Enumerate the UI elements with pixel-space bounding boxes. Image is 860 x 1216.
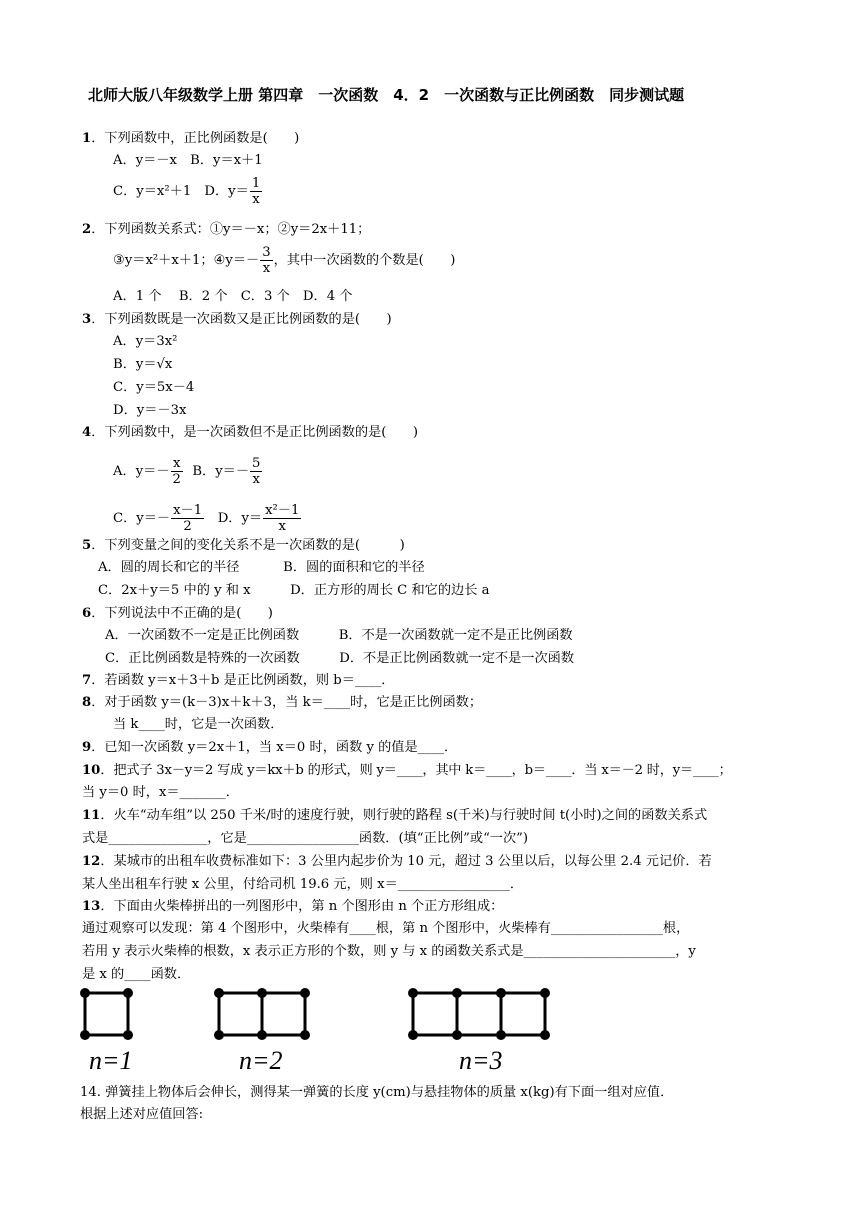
numerator: 3 [262, 245, 271, 260]
q11-line-2: 式是_______________，它是_________________函数．(填“正比例”或“一次”) [82, 831, 529, 846]
numerator: 1 [251, 176, 261, 191]
question-stem: ．某城市的出租车收费标准如下：3 公里内起步价为 10 元，超过 3 公里以后，以每公里 2.4 元记价．若 [100, 854, 712, 869]
question-stem: ．把式子 3x－y＝2 写成 y＝kx＋b 的形式，则 y＝____，其中 k＝____，b＝____．当 x＝－2 时，y＝____； [100, 763, 732, 778]
numerator: 5 [252, 456, 261, 471]
question-stem: ．已知一次函数 y＝2x＋1，当 x＝0 时，函数 y 的值是____． [91, 740, 458, 755]
question-number: 13 [82, 899, 101, 914]
fraction [250, 176, 262, 207]
question-1 [82, 130, 299, 148]
q3-option-c: C．y＝5x－4 [113, 380, 195, 395]
q8-line-2: 当 k____时，它是一次函数． [113, 717, 284, 732]
question-9 [82, 739, 457, 757]
q3-option-d: D．y＝－3x [113, 403, 187, 418]
figure-label-n3: n=3 [459, 1046, 503, 1075]
figure-label-n2: n=2 [239, 1046, 283, 1075]
q6-options-cd: C．正比例函数是特殊的一次函数 D．不是正比例函数就一定不是一次函数 [105, 651, 575, 666]
q3-option-b: B．y＝√x [113, 357, 173, 372]
denominator: x [262, 261, 271, 276]
q4-options-ab [113, 456, 263, 487]
numerator: x [171, 456, 183, 472]
denominator: 2 [183, 519, 192, 534]
q13-line-4: 是 x 的____函数． [82, 967, 191, 982]
fraction [250, 456, 262, 487]
question-stem: ．下列函数中，是一次函数但不是正比例函数的是( ) [91, 425, 418, 440]
question-8 [82, 694, 482, 712]
question-7 [82, 672, 395, 690]
question-stem: ．下列说法中不正确的是( ) [91, 606, 273, 621]
q4-option-c: C．y＝－ [113, 511, 171, 526]
figure-n3 [410, 990, 549, 1039]
question-3 [82, 311, 392, 329]
q4-options-cd [113, 503, 302, 534]
figure-label-n1: n=1 [89, 1046, 133, 1075]
question-number: 9 [82, 740, 92, 755]
denominator: x [252, 192, 260, 207]
question-2 [82, 221, 370, 239]
q4-option-b: B．y＝－ [192, 464, 250, 479]
fraction [263, 503, 301, 534]
question-stem: ．对于函数 y＝(k－3)x＋k＋3，当 k＝____时，它是正比例函数； [91, 695, 483, 710]
numerator: x²－1 [265, 503, 300, 518]
question-number: 11 [82, 808, 101, 823]
question-stem: . 弹簧挂上物体后会伸长，测得某一弹簧的长度 y(cm)与悬挂物体的质量 x(kg)有下面一组对应值． [96, 1085, 674, 1100]
question-10 [82, 762, 732, 780]
question-5 [82, 537, 405, 555]
q5-options-cd: C．2x＋y＝5 中的 y 和 x D．正方形的周长 C 和它的边长 a [98, 583, 490, 598]
q2-text-a: ③y＝x²＋x＋1；④y＝－ [113, 253, 260, 268]
numerator: x－1 [173, 503, 203, 518]
question-number: 8 [82, 695, 92, 710]
question-number: 5 [82, 538, 92, 553]
q3-option-a: A．y＝3x² [113, 334, 178, 349]
page-title: 北师大版八年级数学上册 第四章 一次函数 4．2 一次函数与正比例函数 同步测试题 [88, 86, 685, 104]
question-stem: ．下列函数既是一次函数又是正比例函数的是( ) [91, 312, 392, 327]
matchstick-figure [75, 985, 555, 1075]
denominator: x [278, 519, 286, 534]
question-number: 1 [82, 131, 92, 146]
question-6 [82, 605, 273, 623]
q4-option-a: A．y＝－ [113, 464, 170, 479]
question-stem: ．若函数 y＝x＋3＋b 是正比例函数，则 b＝____． [91, 673, 395, 688]
figure-n1 [82, 990, 132, 1039]
question-number: 2 [82, 222, 92, 237]
q6-options-ab: A．一次函数不一定是正比例函数 B．不是一次函数就一定不是正比例函数 [105, 628, 573, 643]
question-number: 3 [82, 312, 92, 327]
q5-options-ab: A．圆的周长和它的半径 B．圆的面积和它的半径 [98, 560, 425, 575]
q14-line-2: 根据上述对应值回答: [80, 1107, 204, 1122]
question-12 [82, 853, 712, 871]
denominator: 2 [172, 472, 181, 487]
question-4 [82, 424, 418, 442]
question-14 [80, 1084, 673, 1102]
matchstick-squares-svg [75, 985, 555, 1075]
question-13 [82, 898, 503, 916]
q1-options-ab: A．y＝－x B．y＝x＋1 [113, 153, 263, 168]
question-number: 6 [82, 606, 92, 621]
question-stem: ．火车“动车组”以 250 千米/时的速度行驶，则行驶的路程 s(千米)与行驶时间 t(小时)之间的函数关系式 [100, 808, 708, 823]
q10-line-2: 当 y＝0 时，x＝_______． [82, 785, 239, 800]
denominator: x [252, 472, 260, 487]
q4-option-d: D．y＝ [217, 511, 263, 526]
q2-options: A．1 个 B．2 个 C．3 个 D．4 个 [113, 289, 353, 304]
question-stem: ．下列函数中，正比例函数是( ) [91, 131, 300, 146]
q1-option-cd-text: C．y＝x²＋1 D．y＝ [113, 184, 249, 199]
q1-options-cd [113, 176, 263, 207]
question-stem: ．下列变量之间的变化关系不是一次函数的是( ) [91, 538, 405, 553]
question-number: 14 [80, 1085, 97, 1100]
question-11 [82, 807, 707, 825]
q13-line-3: 若用 y 表示火柴棒的根数，x 表示正方形的个数，则 y 与 x 的函数关系式是_______________________，y [82, 944, 696, 959]
fraction [171, 456, 183, 487]
q2-text-b: ，其中一次函数的个数是( ) [273, 253, 456, 268]
fraction [171, 503, 204, 534]
q2-line-2 [113, 245, 455, 276]
question-number: 12 [82, 854, 101, 869]
question-number: 7 [82, 673, 92, 688]
figure-n2 [216, 990, 309, 1039]
q13-line-2: 通过观察可以发现：第 4 个图形中，火柴棒有____根，第 n 个图形中，火柴棒有_________________根， [82, 921, 690, 936]
question-stem: ．下面由火柴棒拼出的一列图形中，第 n 个图形由 n 个正方形组成： [100, 899, 504, 914]
q12-line-2: 某人坐出租车行驶 x 公里，付给司机 19.6 元，则 x＝_________________． [82, 877, 524, 892]
question-number: 4 [82, 425, 92, 440]
question-stem: ．下列函数关系式：①y＝－x；②y＝2x＋11； [91, 222, 371, 237]
question-number: 10 [82, 763, 101, 778]
fraction [260, 245, 272, 276]
